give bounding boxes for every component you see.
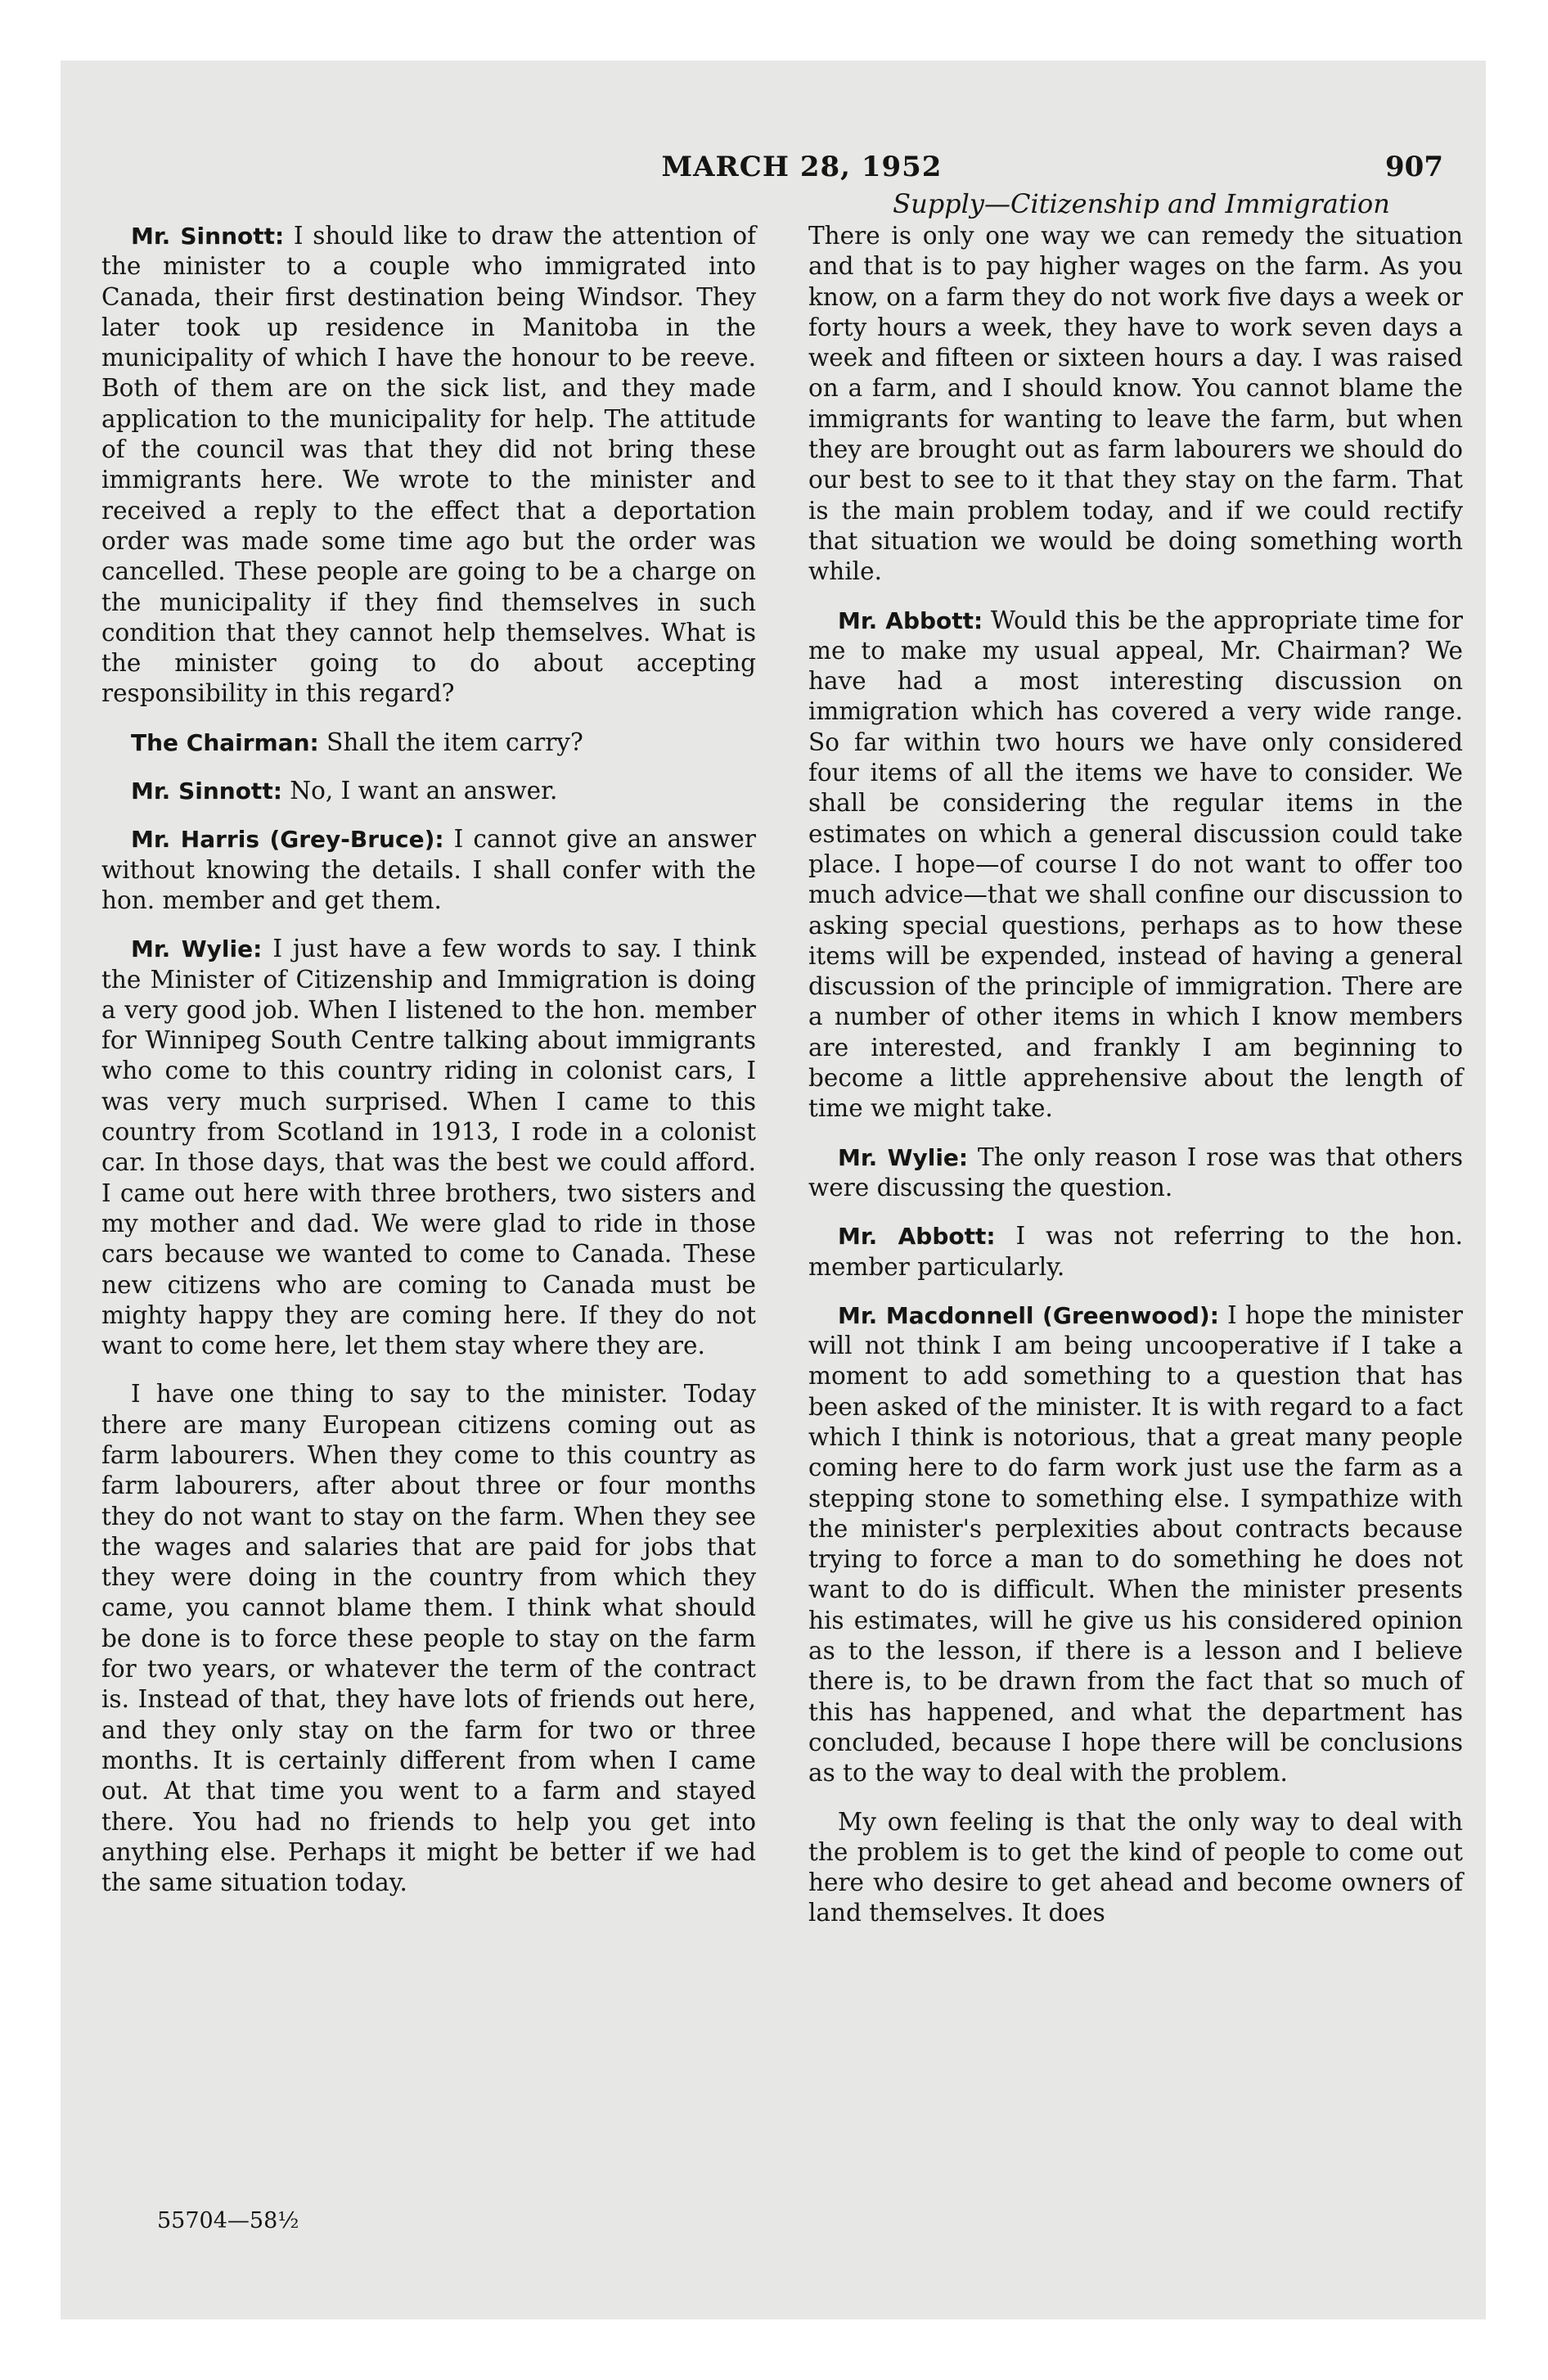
speech-paragraph bbox=[808, 1221, 1463, 1282]
speech-paragraph bbox=[808, 221, 1463, 588]
page-number: 907 bbox=[1385, 151, 1443, 183]
section-heading: Supply—Citizenship and Immigration bbox=[893, 188, 1390, 219]
speech-paragraph bbox=[808, 1300, 1463, 1789]
speech-text: I hope the minister will not think I am being uncooperative if I take a moment to add something to a question that has been asked of the minister. It is with regard to a fact which I think is notorious, that a great many people coming here to do farm work just use the farm as a stepping stone to something else. I sympathize with the minister's perplexities about contracts because trying to force a man to do something he does not want to do is difficult. When the minister presents his estimates, will he give us his considered opinion as to the lesson, if there is a lesson and I believe there is, to be drawn from the fact that so much of this has happened, and what the department has concluded, because I hope there will be conclusions as to the way to deal with the problem. bbox=[808, 1300, 1463, 1787]
speech-text: Shall the item carry? bbox=[326, 728, 583, 756]
speaker-name: Mr. Harris (Grey-Bruce): bbox=[131, 826, 444, 854]
speech-paragraph bbox=[808, 606, 1463, 1125]
left-column bbox=[101, 221, 756, 1916]
speech-text: I just have a few words to say. I think the Minister of Citizenship and Immigration is doing a very good job. When I listened to the hon. member for Winnipeg South Centre talking about immigrants who come to this country riding in colonist cars, I was very much surprised. When I came to this country from Scotland in 1913, I rode in a colonist car. In those days, that was the best we could afford. I came out here with three brothers, two sisters and my mother and dad. We were glad to ride in those cars because we wanted to come to Canada. These new citizens who are coming to Canada must be mighty happy they are coming here. If they do not want to come here, let them stay where they are. bbox=[101, 935, 756, 1360]
speech-paragraph bbox=[101, 776, 756, 806]
hansard-page bbox=[98, 131, 1473, 2234]
speech-text: My own feeling is that the only way to deal with the problem is to get the kind of people to come out here who desire to get ahead and become owners of land themselves. It does bbox=[808, 1807, 1463, 1927]
speech-paragraph bbox=[101, 728, 756, 758]
running-head bbox=[98, 144, 1473, 193]
speech-text: No, I want an answer. bbox=[290, 777, 558, 805]
speaker-name: Mr. Sinnott: bbox=[131, 778, 282, 805]
speaker-name: Mr. Abbott: bbox=[838, 1223, 996, 1251]
speech-text: I was not referring to the hon. member particularly. bbox=[808, 1222, 1463, 1281]
right-column bbox=[808, 221, 1463, 1947]
speech-paragraph bbox=[808, 1143, 1463, 1204]
speech-text: There is only one way we can remedy the situation and that is to pay higher wages on the farm. As you know, on a farm they do not work five days a week or forty hours a week, they have to work seven days a week and fifteen or sixteen hours a day. I was raised on a farm, and I should know. You cannot blame the immigrants for wanting to leave the farm, but when they are brought out as farm labourers we should do our best to see to it that they stay on the farm. That is the main problem today, and if we could rectify that situation we would be doing something worth while. bbox=[808, 222, 1463, 586]
speech-text: I have one thing to say to the minister. Today there are many European citizens coming out as farm labourers. When they come to this country as farm labourers, after about three or four months they do not want to stay on the farm. When they see the wages and salaries that are paid for jobs that they were doing in the country from which they came, you cannot blame them. I think what should be done is to force these people to stay on the farm for two years, or whatever the term of the contract is. Instead of that, they have lots of friends out here, and they only stay on the farm for two or three months. It is certainly different from when I came out. At that time you went to a farm and stayed there. You had no friends to help you get into anything else. Perhaps it might be better if we had the same situation today. bbox=[101, 1380, 756, 1897]
speech-text: Would this be the appropriate time for me to make my usual appeal, Mr. Chairman? We have had a most interesting discussion on immigration which has covered a very wide range. So far within two hours we have only considered four items of all the items we have to consider. We shall be considering the regular items in the estimates on which a general discussion could take place. I hope—of course I do not want to offer too much advice—that we shall confine our discussion to asking special questions, perhaps as to how these items will be expended, instead of having a general discussion of the principle of immigration. There are a number of other items in which I know members are interested, and frankly I am beginning to become a little apprehensive about the length of time we might take. bbox=[808, 606, 1463, 1123]
speaker-name: Mr. Abbott: bbox=[838, 606, 983, 634]
speech-paragraph bbox=[101, 934, 756, 1361]
speech-text: I cannot give an answer without knowing the details. I shall confer with the hon. member and get them. bbox=[101, 825, 756, 914]
printer-signature: 55704—58½ bbox=[157, 2208, 299, 2234]
speaker-name: Mr. Wylie: bbox=[838, 1143, 969, 1171]
speaker-name: Mr. Wylie: bbox=[131, 935, 263, 963]
speech-paragraph bbox=[101, 824, 756, 916]
speaker-name: The Chairman: bbox=[131, 728, 319, 756]
page-date: MARCH 28, 1952 bbox=[661, 151, 943, 183]
speaker-name: Mr. Macdonnell (Greenwood): bbox=[838, 1301, 1219, 1329]
speech-paragraph bbox=[808, 1807, 1463, 1929]
speech-text: The only reason I rose was that others were discussing the question. bbox=[808, 1143, 1463, 1201]
speech-paragraph bbox=[101, 1379, 756, 1898]
speaker-name: Mr. Sinnott: bbox=[131, 223, 285, 250]
speech-text: I should like to draw the attention of the minister to a couple who immigrated into Canada, their first destination being Windsor. They later took up residence in Manitoba in the municipality of which I have the honour to be reeve. Both of them are on the sick list, and they made application to the municipality for help. The attitude of the council was that they did not bring these immigrants here. We wrote to the minister and received a reply to the effect that a deportation order was made some time ago but the order was cancelled. These people are going to be a charge on the municipality if they find themselves in such condition that they cannot help themselves. What is the minister going to do about accepting responsibility in this regard? bbox=[101, 222, 756, 708]
speech-paragraph bbox=[101, 221, 756, 710]
